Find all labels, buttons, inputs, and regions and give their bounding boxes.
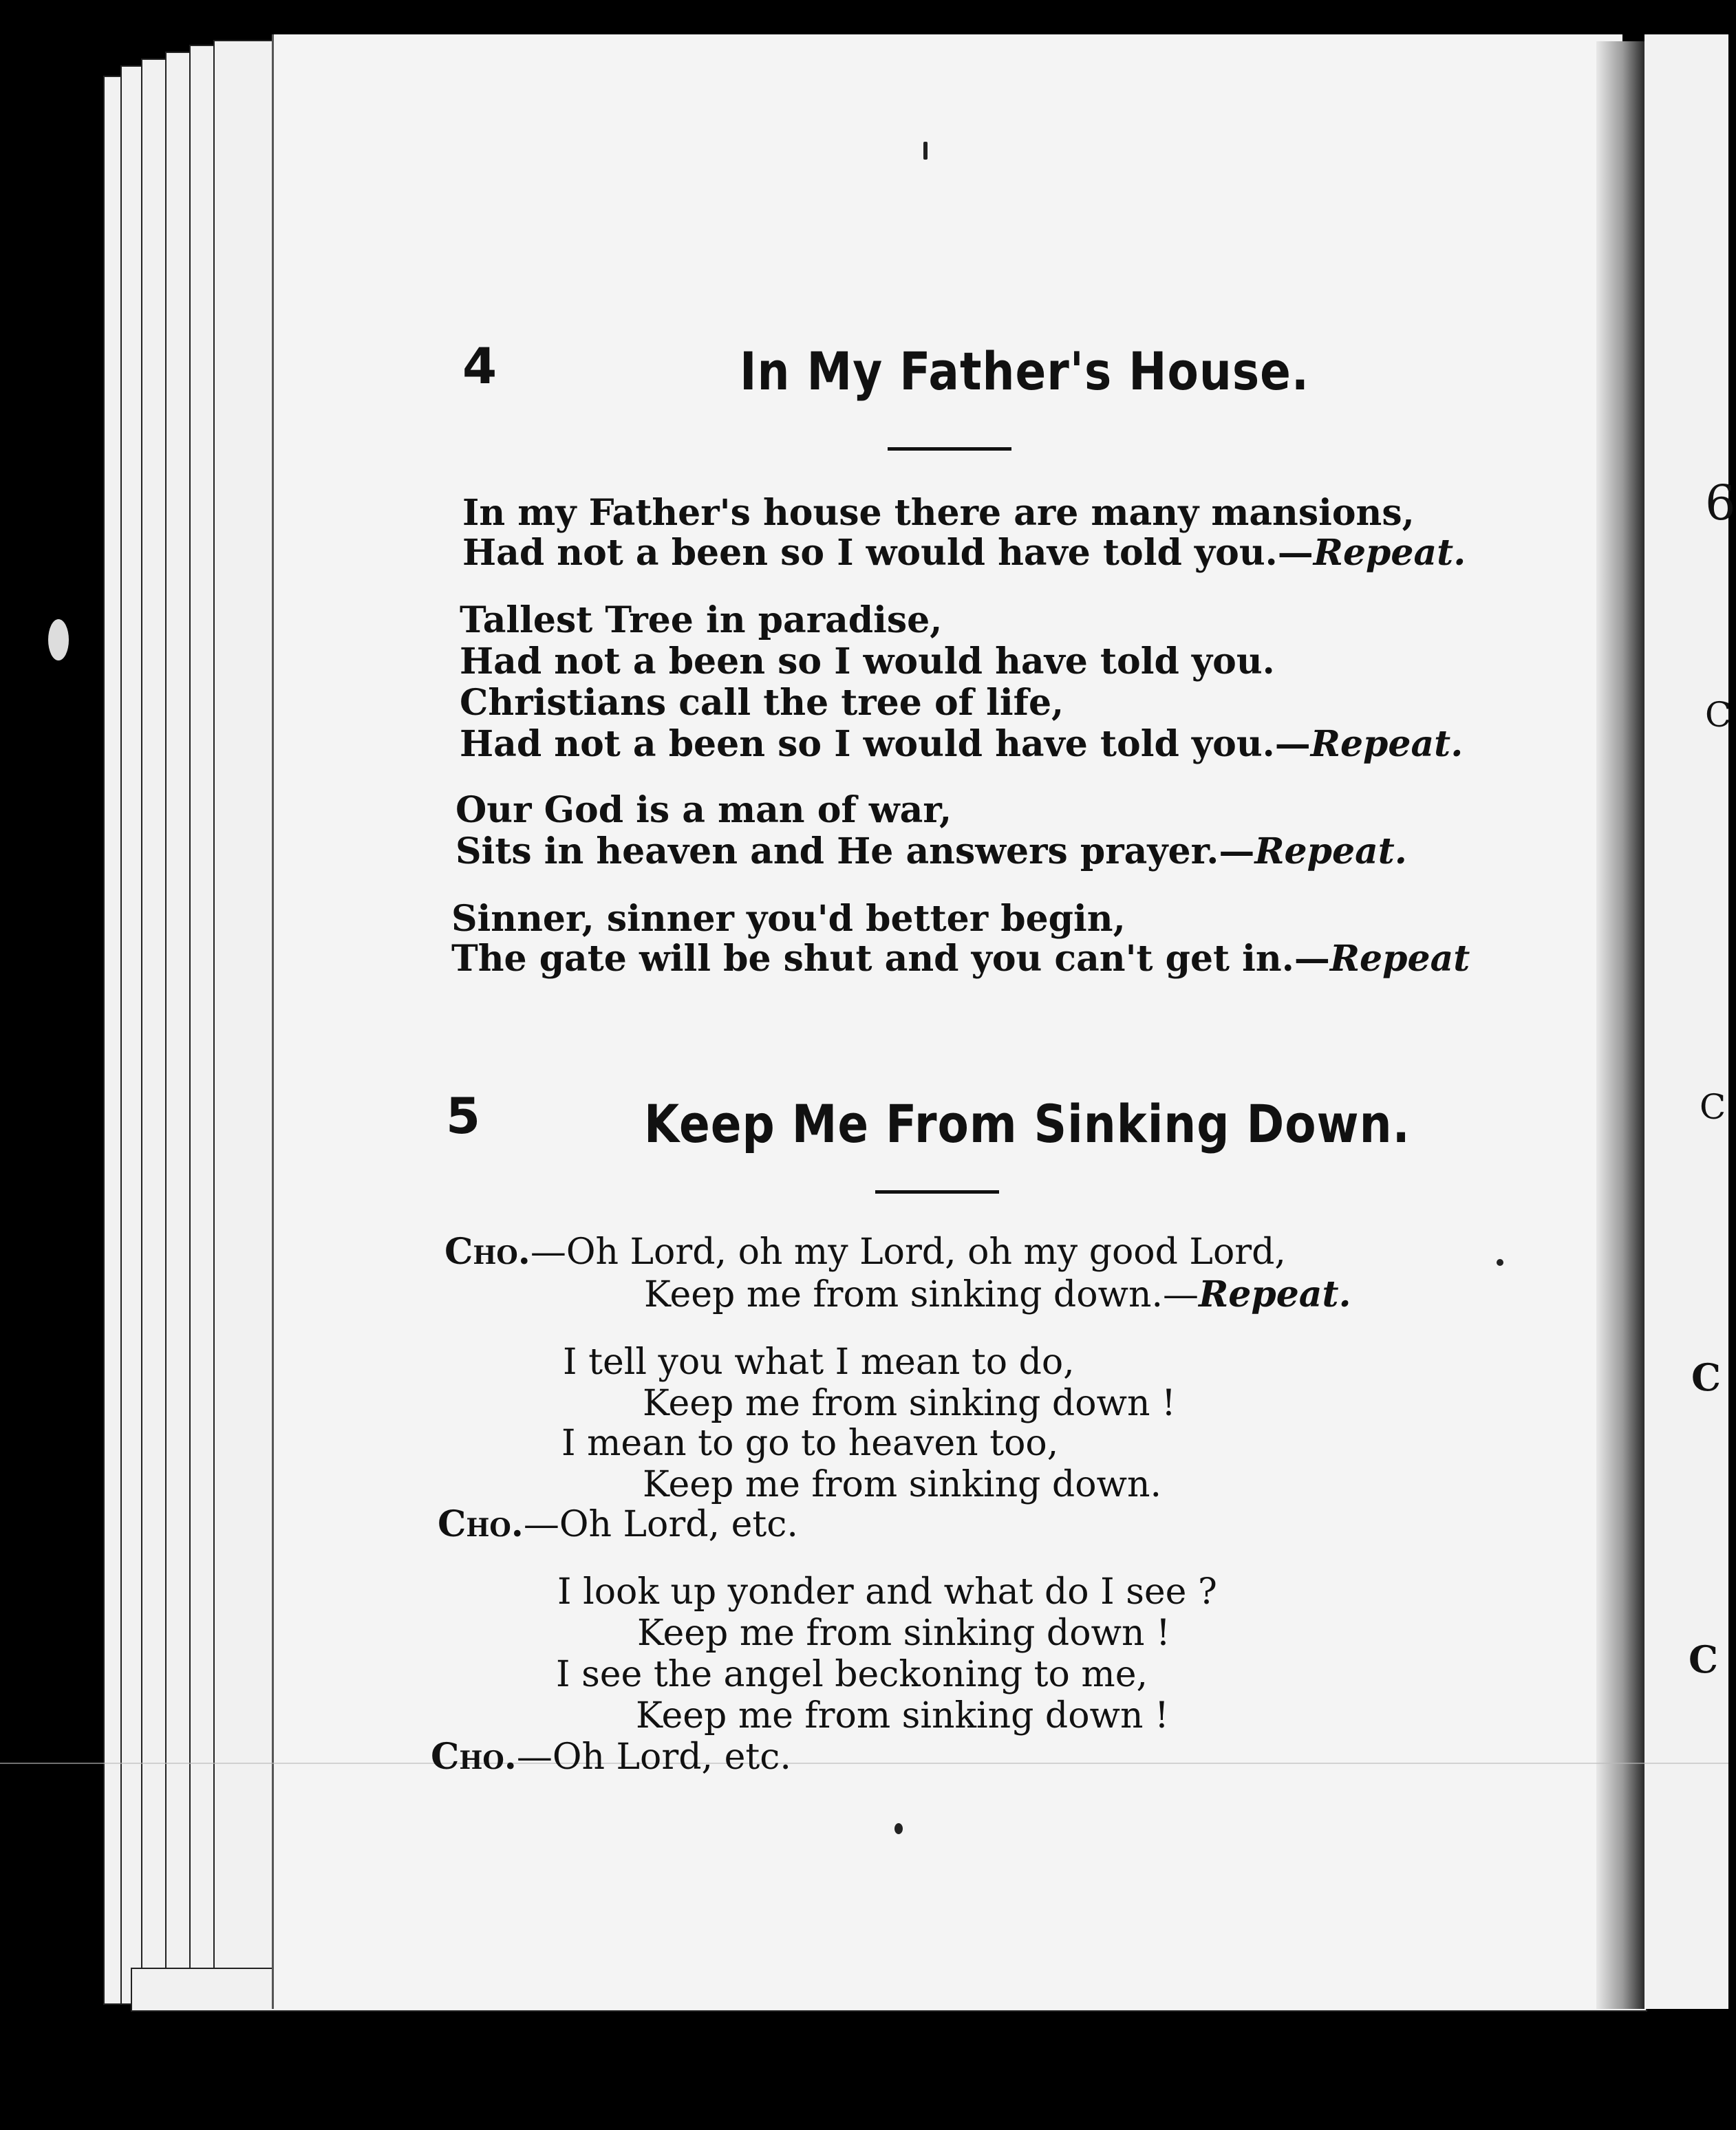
chorus-label: Cho. [438, 1503, 524, 1545]
verse-line [460, 641, 1275, 682]
verse-text: Had not a been so I would have told you.— [462, 532, 1314, 574]
title-divider [888, 447, 1011, 451]
verse-line [643, 1383, 1176, 1424]
chorus-text: Keep me from sinking down.— [644, 1274, 1199, 1315]
verse-line [563, 1342, 1075, 1383]
right-page-letter: C [1691, 1355, 1721, 1399]
verse-line [556, 1654, 1148, 1695]
verse-text: Tallest Tree in paradise, [460, 599, 943, 641]
verse-text: I tell you what I mean to do, [563, 1342, 1075, 1383]
verse-line [460, 682, 1064, 724]
chorus-line [444, 1231, 1286, 1273]
verse-text: Keep me from sinking down ! [637, 1613, 1170, 1654]
verse-text: I mean to go to heaven too, [561, 1423, 1059, 1464]
verse-text: Sinner, sinner you'd better begin, [451, 898, 1126, 940]
hymn-number: 4 [462, 337, 497, 395]
verse-line [460, 724, 1463, 765]
chorus-text: —Oh Lord, oh my Lord, oh my good Lord, [530, 1231, 1286, 1273]
right-page-fragment [1644, 34, 1736, 2009]
repeat-marker: Repeat. [1310, 723, 1464, 765]
verse-text: In my Father's house there are many mansions, [462, 492, 1415, 534]
repeat-marker: Repeat. [1254, 830, 1407, 872]
verse-line [557, 1571, 1217, 1613]
verse-text: Christians call the tree of life, [460, 682, 1064, 724]
hymn-title: In My Father's House. [740, 341, 1309, 402]
chorus-line [438, 1504, 798, 1545]
chorus-text: —Oh Lord, etc. [523, 1504, 798, 1545]
repeat-marker: Repeat. [1313, 532, 1466, 574]
verse-line [451, 899, 1126, 940]
verse-line [462, 493, 1415, 534]
chorus-line [431, 1736, 791, 1778]
repeat-marker: Repeat. [1199, 1273, 1351, 1315]
verse-line [460, 600, 942, 641]
hymn-number: 5 [446, 1087, 481, 1145]
verse-text: I see the angel beckoning to me, [556, 1654, 1148, 1695]
right-page-letter: C [1689, 1637, 1718, 1681]
right-page-number: 6 [1705, 475, 1736, 531]
scan-speck [923, 142, 928, 160]
verse-text: Sits in heaven and He answers prayer.— [456, 830, 1255, 872]
scan-speck [48, 619, 69, 660]
verse-line [643, 1464, 1161, 1505]
verse-line [561, 1423, 1058, 1464]
verse-line [456, 831, 1407, 872]
hymn-title: Keep Me From Sinking Down. [644, 1094, 1411, 1155]
scan-line [0, 1763, 1728, 1764]
scan-speck [1497, 1259, 1503, 1266]
verse-line [451, 938, 1470, 980]
verse-text: I look up yonder and what do I see ? [557, 1571, 1217, 1613]
scan-speck [894, 1823, 903, 1834]
verse-text: Had not a been so I would have told you.— [460, 723, 1311, 765]
verse-text: The gate will be shut and you can't get in.— [451, 938, 1330, 980]
verse-text: Keep me from sinking down ! [636, 1695, 1169, 1736]
verse-text: Keep me from sinking down. [643, 1464, 1162, 1505]
right-page-letter: C [1700, 1087, 1726, 1127]
title-divider [875, 1190, 999, 1194]
verse-text: Keep me from sinking down ! [643, 1383, 1176, 1424]
verse-line [636, 1695, 1169, 1736]
verse-line [462, 532, 1466, 574]
repeat-marker: Repeat [1329, 938, 1470, 980]
right-page-letter: C [1705, 695, 1732, 735]
chorus-label: Cho. [444, 1231, 531, 1273]
verse-line [456, 790, 952, 831]
verse-text: Our God is a man of war, [456, 789, 952, 831]
verse-line [637, 1613, 1170, 1654]
book-gutter [1596, 41, 1644, 2009]
chorus-line [644, 1274, 1351, 1315]
chorus-text: —Oh Lord, etc. [516, 1736, 791, 1778]
chorus-label: Cho. [431, 1736, 517, 1778]
verse-text: Had not a been so I would have told you. [460, 641, 1275, 682]
